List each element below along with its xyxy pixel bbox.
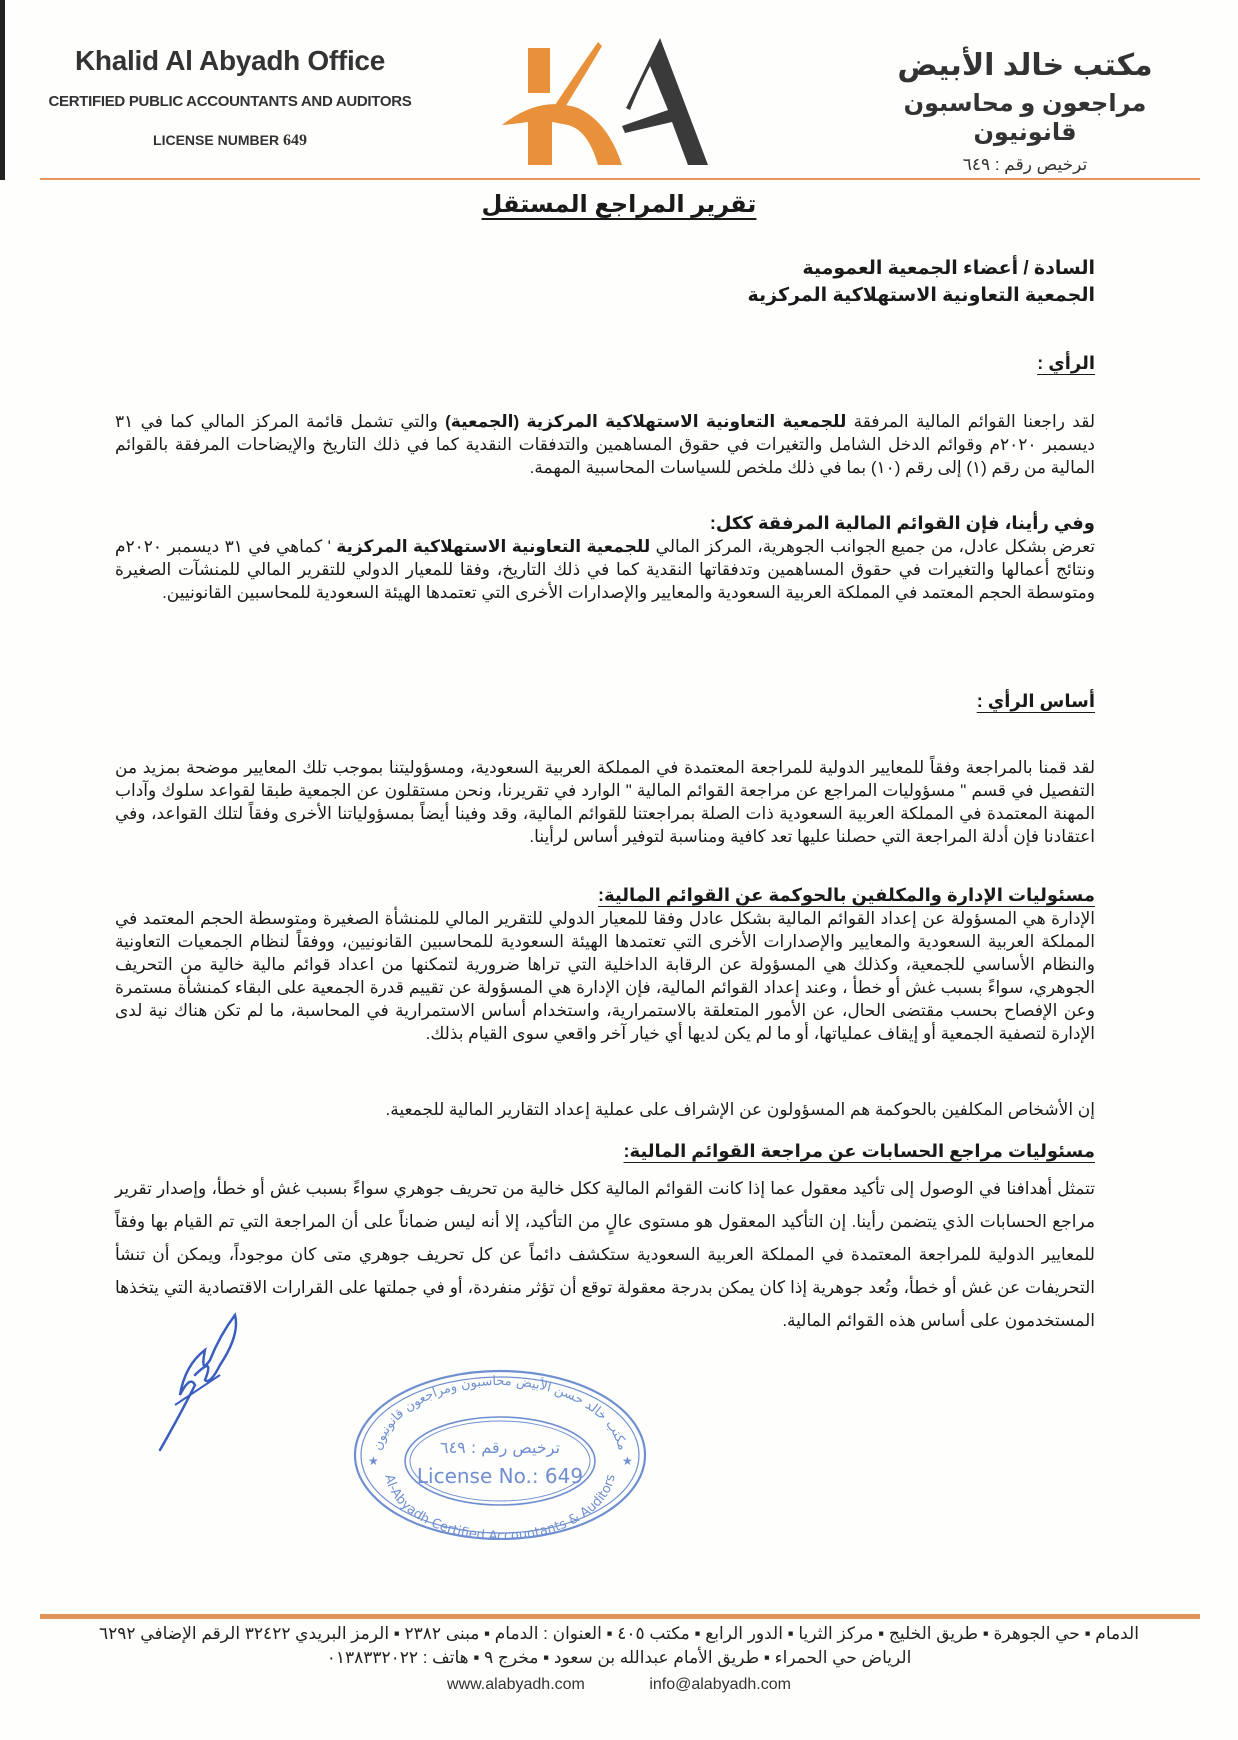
management-text: الإدارة هي المسؤولة عن إعداد القوائم المالية بشكل عادل وفقا للمعيار الدولي للتقرير المالي للمنشأة الصغيرة ومتوسطة الحجم المعتمد في المملكة العربية السعودية والمعايير والإصدارات الأخرى التي تعتمدها الهيئة السعودية للمحاسبين القانونيين، ووفقاً لنظام الجمعيات التعاونية والنظام الأساسي للجمعية، وكذلك هي المسؤولة عن الرقابة الداخلية التي تراها ضرورية لتمكنها من اعداد قوائم مالية خالية من التحريف الجوهري، سواءً بسبب غش أو خطأ ، وعند إعداد القوائم المالية، فإن الإدارة هي المسؤولة عن تقييم قدرة الجمعية على البقاء كمنشأة مستمرة وعن الإفصاح بحسب مقتضى الحال، عن الأمور المتعلقة بالاستمرارية، واستخدام أساس الاستمرارية في المحاسبة، ما لم تكن هناك نية لدى الإدارة لتصفية الجمعية أو إيقاف عملياتها، أو ما لم يكن لديها أي خيار آخر واقعي سوى القيام بذلك. xyxy=(115,909,1095,1043)
management-heading: مسئوليات الإدارة والمكلفين بالحوكمة عن القوائم المالية: xyxy=(598,885,1095,905)
email-link[interactable]: info@alabyadh.com xyxy=(649,1676,791,1693)
management-section xyxy=(115,884,1095,1045)
company-name-en: Khalid Al Abyadh Office xyxy=(75,45,385,76)
header-divider xyxy=(40,178,1200,180)
ka-logo-icon xyxy=(500,30,710,170)
report-title xyxy=(0,190,1238,219)
company-name-ar: مكتب خالد الأبيض xyxy=(897,49,1153,82)
letterhead-english xyxy=(40,45,420,150)
logo-k-arch xyxy=(502,104,622,165)
addressee-line-2: الجمعية التعاونية الاستهلاكية المركزية xyxy=(747,285,1095,306)
logo-a-shape xyxy=(622,38,708,165)
opinion-heading: الرأي : xyxy=(1037,353,1095,373)
management-heading-wrap xyxy=(115,884,1095,907)
website-link[interactable]: www.alabyadh.com xyxy=(447,1676,585,1693)
opinion-conclusion-part: تعرض بشكل عادل، من جميع الجوانب الجوهرية، المركز المالي xyxy=(650,537,1096,556)
opinion-text xyxy=(115,410,1095,479)
stamp-star-icon: ★ xyxy=(368,1454,379,1468)
auditor-heading: مسئوليات مراجع الحسابات عن مراجعة القوائم المالية: xyxy=(623,1141,1095,1161)
opinion-heading-block xyxy=(115,352,1095,375)
auditor-text: تتمثل أهدافنا في الوصول إلى تأكيد معقول عما إذا كانت القوائم المالية ككل خالية من تحريف جوهري سواءً بسبب غش أو خطأ، وإصدار تقرير مراجع الحسابات الذي يتضمن رأينا. إن التأكيد المعقول هو مستوى عالٍ من التأكيد، إلا أنه ليس ضماناً على أن المراجعة التي تم القيام بها وفقاً للمعايير الدولية للمراجعة المعتمدة في المملكة العربية السعودية ستكشف دائماً عن كل تحريف جوهري متى كان موجوداً، ويمكن أن تنشأ التحريفات عن غش أو خطأ، وتُعد جوهرية إذا كان يمكن بدرجة معقولة توقع أن تؤثر منفردة، أو في جملتها على القرارات الاقتصادية التي يتخذها المستخدمون على أساس هذه القوائم المالية. xyxy=(115,1179,1095,1330)
footer-divider xyxy=(40,1614,1200,1619)
opinion-paragraph xyxy=(115,410,1095,479)
basis-paragraph xyxy=(115,756,1095,848)
license-ar: ترخيص رقم : ٦٤٩ xyxy=(962,155,1088,174)
footer-address-dammam: الدمام ▪ حي الجوهرة ▪ طريق الخليج ▪ مركز الثريا ▪ الدور الرابع ▪ مكتب ٤٠٥ ▪ العنوان : الدمام ▪ مبنى ٢٣٨٢ ▪ الرمز البريدي ٣٢٤٢٢ الرقم الإضافي ٦٢٩٢ xyxy=(99,1624,1139,1643)
stamp-outer-english: Al-Abyadh Certified Accountants & Auditors xyxy=(381,1472,619,1540)
opinion-conclusion-part: ' كماهي في ٣١ ديسمبر ٢٠٢٠م ونتائج أعمالها والتغيرات في حقوق المساهمين وتدفقاتها النقدية كما في ذلك التاريخ، وفقا للمعيار الدولي للتقرير المالي للمنشآت الصغيرة ومتوسطة الحجم المعتمد في المملكة العربية السعودية والمعايير والإصدارات الأخرى التي تعتمدها الهيئة السعودية للمحاسبين القانونيين. xyxy=(115,537,1095,602)
opinion-subheading: وفي رأينا، فإن القوائم المالية المرفقة ككل: xyxy=(709,513,1095,533)
logo-k-arm xyxy=(555,42,602,112)
footer xyxy=(0,1624,1238,1694)
basis-heading: أساس الرأي : xyxy=(976,691,1095,711)
stamp-star-icon: ★ xyxy=(622,1454,633,1468)
scan-edge xyxy=(0,0,5,180)
report-title-text: تقرير المراجع المستقل xyxy=(481,191,757,218)
official-stamp xyxy=(350,1365,650,1540)
opinion-text-part: لقد راجعنا القوائم المالية المرفقة xyxy=(846,412,1095,431)
letterhead-arabic xyxy=(860,48,1190,175)
stamp-graphic xyxy=(350,1365,650,1540)
footer-contacts xyxy=(0,1676,1238,1694)
company-subtitle-en: CERTIFIED PUBLIC ACCOUNTANTS AND AUDITORS xyxy=(48,93,412,110)
footer-address-riyadh: الرياض حي الحمراء ▪ طريق الأمام عبدالله بن سعود ▪ مخرج ٩ ▪ هاتف : ٠١٣٨٣٣٢٠٢٢ xyxy=(326,1648,912,1667)
stamp-inner-english: License No.: 649 xyxy=(416,1464,584,1488)
signature-icon xyxy=(150,1305,250,1455)
governance-text: إن الأشخاص المكلفين بالحوكمة هم المسؤولون عن الإشراف على عملية إعداد التقارير المالية للجمعية. xyxy=(385,1100,1095,1119)
license-number-en: 649 xyxy=(282,132,307,149)
opinion-text-part: والتي تشمل قائمة المركز المالي كما في ٣١ ديسمبر ٢٠٢٠م وقوائم الدخل الشامل والتغيرات في حقوق المساهمين والتدفقات النقدية كما في ذلك التاريخ والإيضاحات المرفقة بالقوائم المالية من رقم (١) إلى رقم (١٠) بما في ذلك ملخص للسياسات المحاسبية المهمة. xyxy=(115,412,1096,477)
addressee-block xyxy=(115,255,1095,309)
opinion-conclusion xyxy=(115,535,1095,604)
auditor-heading-block xyxy=(115,1140,1095,1163)
stamp-inner-arabic: ترخيص رقم : ٦٤٩ xyxy=(439,1438,561,1457)
basis-text: لقد قمنا بالمراجعة وفقاً للمعايير الدولية للمراجعة المعتمدة في المملكة العربية السعودية، ومسؤوليتنا بموجب تلك المعايير موضحة بمزيد من التفصيل في قسم " مسؤوليات المراجع عن مراجعة القوائم المالية " الوارد في تقريرنا، ونحن مستقلون عن الجمعية طبقا لقواعد سلوك وآداب المهنة المعتمدة في المملكة العربية السعودية ذات الصلة بمراجعتنا للقوائم المالية، وقد وفينا أيضاً بمسؤولياتنا الأخرى وفقاً لتلك القواعد، وفي اعتقادنا فإن أدلة المراجعة التي حصلنا عليها تعد كافية ومناسبة لتوفير أساس لرأينا. xyxy=(115,758,1095,846)
license-en xyxy=(40,132,420,150)
basis-heading-block xyxy=(115,690,1095,713)
auditor-paragraph xyxy=(115,1172,1095,1337)
logo-k-stem xyxy=(528,48,550,93)
stamp-outer-arabic: مكتب خالد حسن الأبيض محاسبون ومراجعون قانونيون xyxy=(370,1373,630,1453)
entity-name-bold: للجمعية التعاونية الاستهلاكية المركزية (الجمعية) xyxy=(445,412,847,431)
addressee-line-1: السادة / أعضاء الجمعية العمومية xyxy=(802,258,1095,279)
license-label-en: LICENSE NUMBER xyxy=(153,132,280,148)
governance-paragraph xyxy=(115,1098,1095,1121)
entity-name-bold: للجمعية التعاونية الاستهلاكية المركزية xyxy=(336,537,651,556)
opinion-sub-block xyxy=(115,512,1095,604)
company-subtitle-ar: مراجعون و محاسبون قانونيون xyxy=(903,90,1147,146)
